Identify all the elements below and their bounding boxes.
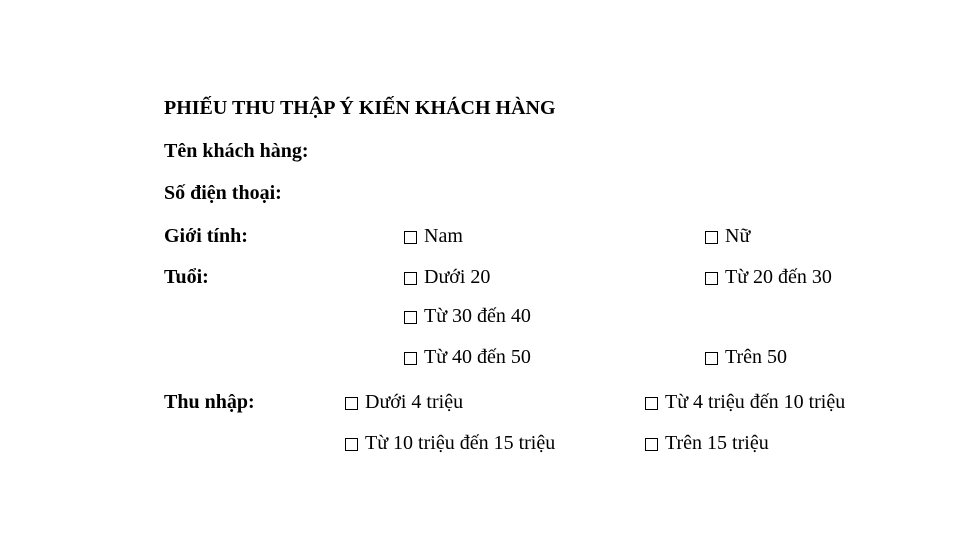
checkbox-icon[interactable] <box>404 352 417 365</box>
checkbox-icon[interactable] <box>404 311 417 324</box>
income-option-4m-10m[interactable] <box>645 391 845 414</box>
option-label: Trên 15 triệu <box>665 432 769 454</box>
checkbox-icon[interactable] <box>705 352 718 365</box>
checkbox-icon[interactable] <box>705 272 718 285</box>
gender-label: Giới tính: <box>164 225 248 247</box>
age-label: Tuổi: <box>164 266 209 288</box>
gender-option-female[interactable] <box>705 225 750 248</box>
option-label: Từ 40 đến 50 <box>424 346 531 368</box>
income-label: Thu nhập: <box>164 391 255 413</box>
checkbox-icon[interactable] <box>645 397 658 410</box>
option-label: Dưới 4 triệu <box>365 391 464 413</box>
age-option-under-20[interactable] <box>404 266 490 289</box>
income-option-10m-15m[interactable] <box>345 432 555 455</box>
option-label: Từ 4 triệu đến 10 triệu <box>665 391 846 413</box>
age-option-20-30[interactable] <box>705 266 832 289</box>
phone-label: Số điện thoại: <box>164 182 282 204</box>
option-label: Dưới 20 <box>424 266 491 288</box>
income-option-under-4m[interactable] <box>345 391 463 414</box>
option-label: Từ 20 đến 30 <box>725 266 832 288</box>
customer-name-label: Tên khách hàng: <box>164 140 309 162</box>
option-label: Trên 50 <box>725 346 788 368</box>
option-label: Từ 10 triệu đến 15 triệu <box>365 432 556 454</box>
form-title: PHIẾU THU THẬP Ý KIẾN KHÁCH HÀNG <box>164 97 556 119</box>
checkbox-icon[interactable] <box>345 438 358 451</box>
income-option-over-15m[interactable] <box>645 432 769 455</box>
age-option-30-40[interactable] <box>404 305 531 328</box>
checkbox-icon[interactable] <box>705 231 718 244</box>
checkbox-icon[interactable] <box>345 397 358 410</box>
age-option-over-50[interactable] <box>705 346 787 369</box>
option-label: Nam <box>424 225 463 247</box>
age-option-40-50[interactable] <box>404 346 531 369</box>
option-label: Nữ <box>725 225 751 247</box>
checkbox-icon[interactable] <box>404 272 417 285</box>
checkbox-icon[interactable] <box>404 231 417 244</box>
gender-option-male[interactable] <box>404 225 463 248</box>
checkbox-icon[interactable] <box>645 438 658 451</box>
option-label: Từ 30 đến 40 <box>424 305 531 327</box>
